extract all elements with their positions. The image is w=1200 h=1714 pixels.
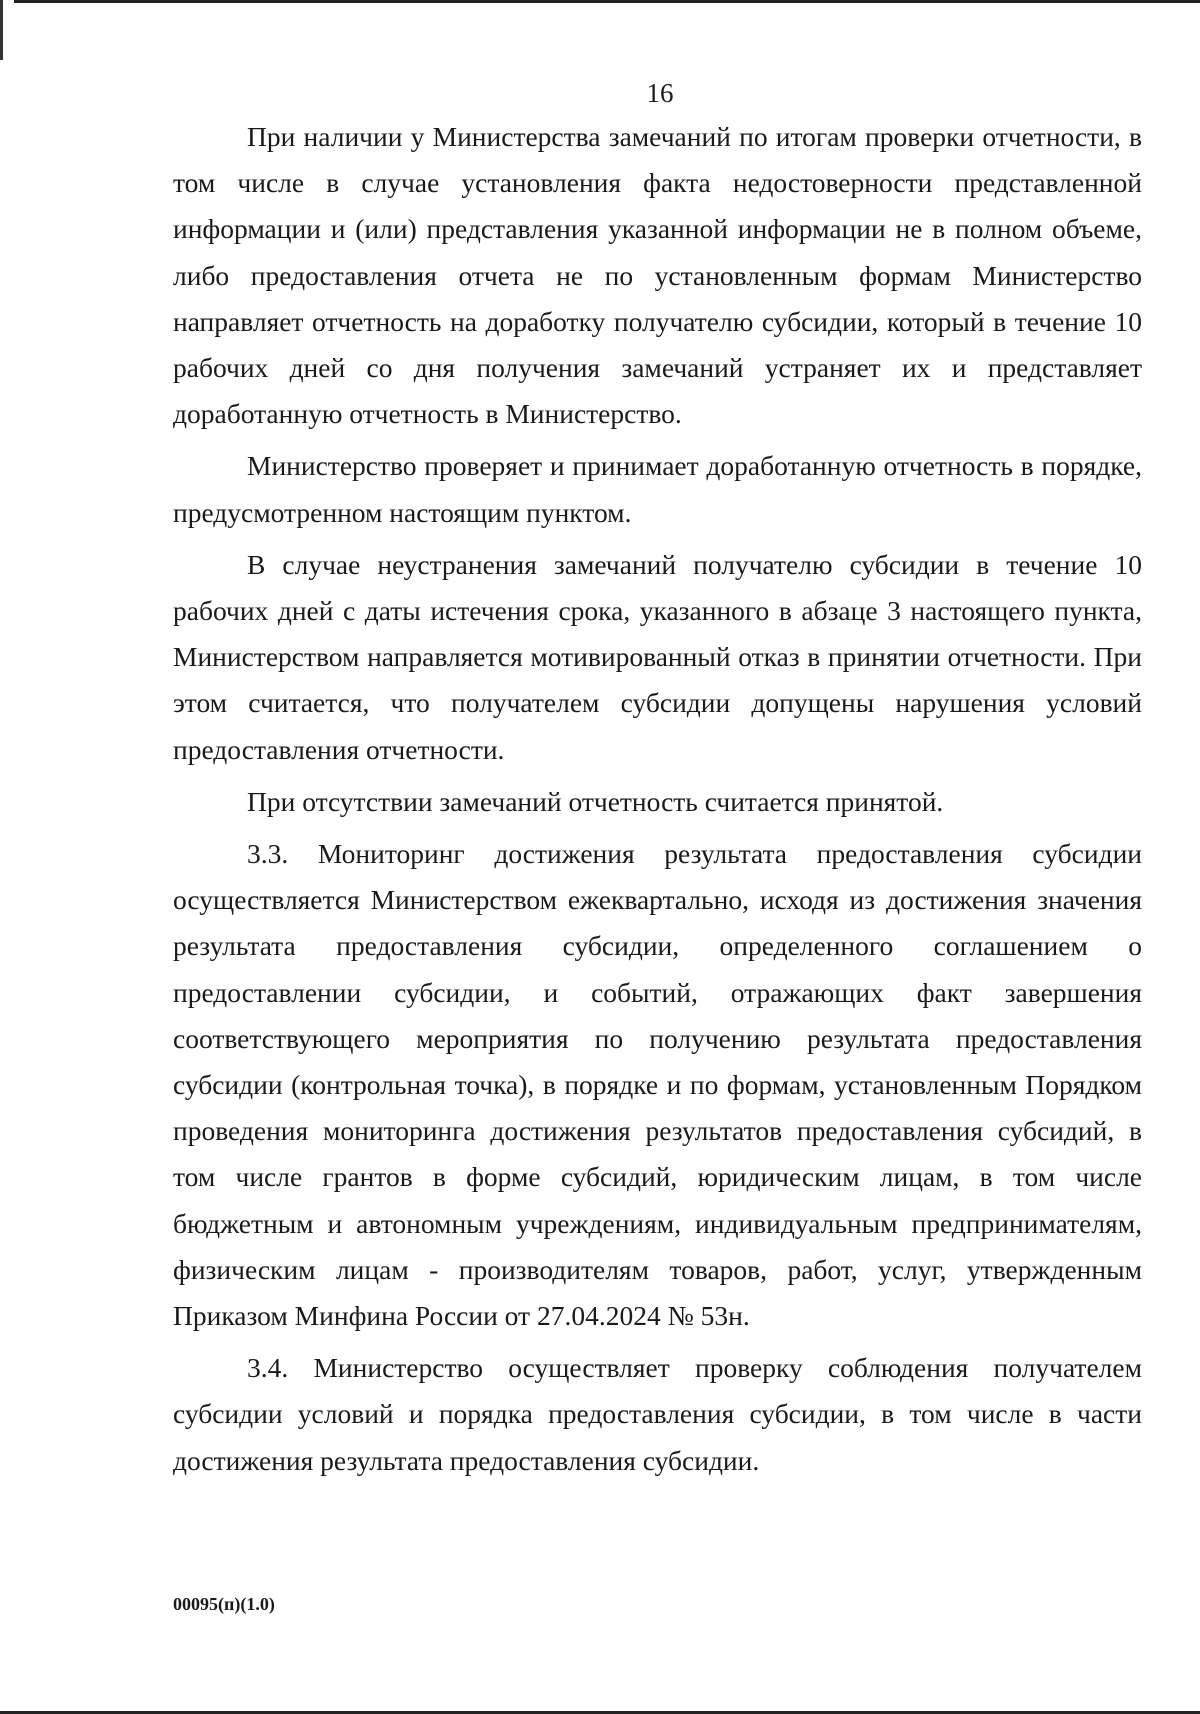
paragraph-3-4-inspection: 3.4. Министерство осуществляет проверку соблюдения получателем субсидии условий и порядка предоставления субсидии, в том числе в части достижения результата предоставления субсидии. [173, 1352, 1142, 1476]
scan-top-edge [14, 0, 1200, 3]
scan-left-edge [0, 0, 3, 60]
paragraph-3-3-monitoring: 3.3. Мониторинг достижения результата предоставления субсидии осуществляется Министерством ежеквартально, исходя из достижения значения результата предоставления субсидии, определенного соглашением о предоставлении субсидии, и событий, отражающих факт завершения соответствующего мероприятия по получению результата предоставления субсидии (контрольная точка), в порядке и по формам, установленным Порядком проведения мониторинга достижения результатов предоставления субсидий, в том числе грантов в форме субсидий, юридическим лицам, в том числе бюджетным и автономным учреждениям, индивидуальным предпринимателям, физическим лицам - производителям товаров, работ, услуг, утвержденным Приказом Минфина России от 27.04.2024 № 53н. [173, 838, 1142, 1332]
document-body [173, 114, 1142, 1484]
footer-code: 00095(п)(1.0) [173, 1594, 275, 1614]
paragraph-refusal: В случае неустранения замечаний получателю субсидии в течение 10 рабочих дней с даты истечения срока, указанного в абзаце 3 настоящего пункта, Министерством направляется мотивированный отказ в принятии отчетности. При этом считается, что получателем субсидии допущены нарушения условий предоставления отчетности. [173, 548, 1142, 765]
paragraph-remarks: При наличии у Министерства замечаний по итогам проверки отчетности, в том числе в случае установления факта недостоверности представленной информации и (или) представления указанной информации не в полном объеме, либо предоставления отчета не по установленным формам Министерство направляет отчетность на доработку получателю субсидии, который в течение 10 рабочих дней со дня получения замечаний устраняет их и представляет доработанную отчетность в Министерство. [173, 121, 1142, 430]
paragraph-recheck: Министерство проверяет и принимает доработанную отчетность в порядке, предусмотренном настоящим пунктом. [173, 450, 1142, 528]
page-number: 16 [646, 78, 674, 108]
paragraph-accepted: При отсутствии замечаний отчетность считается принятой. [247, 785, 944, 817]
